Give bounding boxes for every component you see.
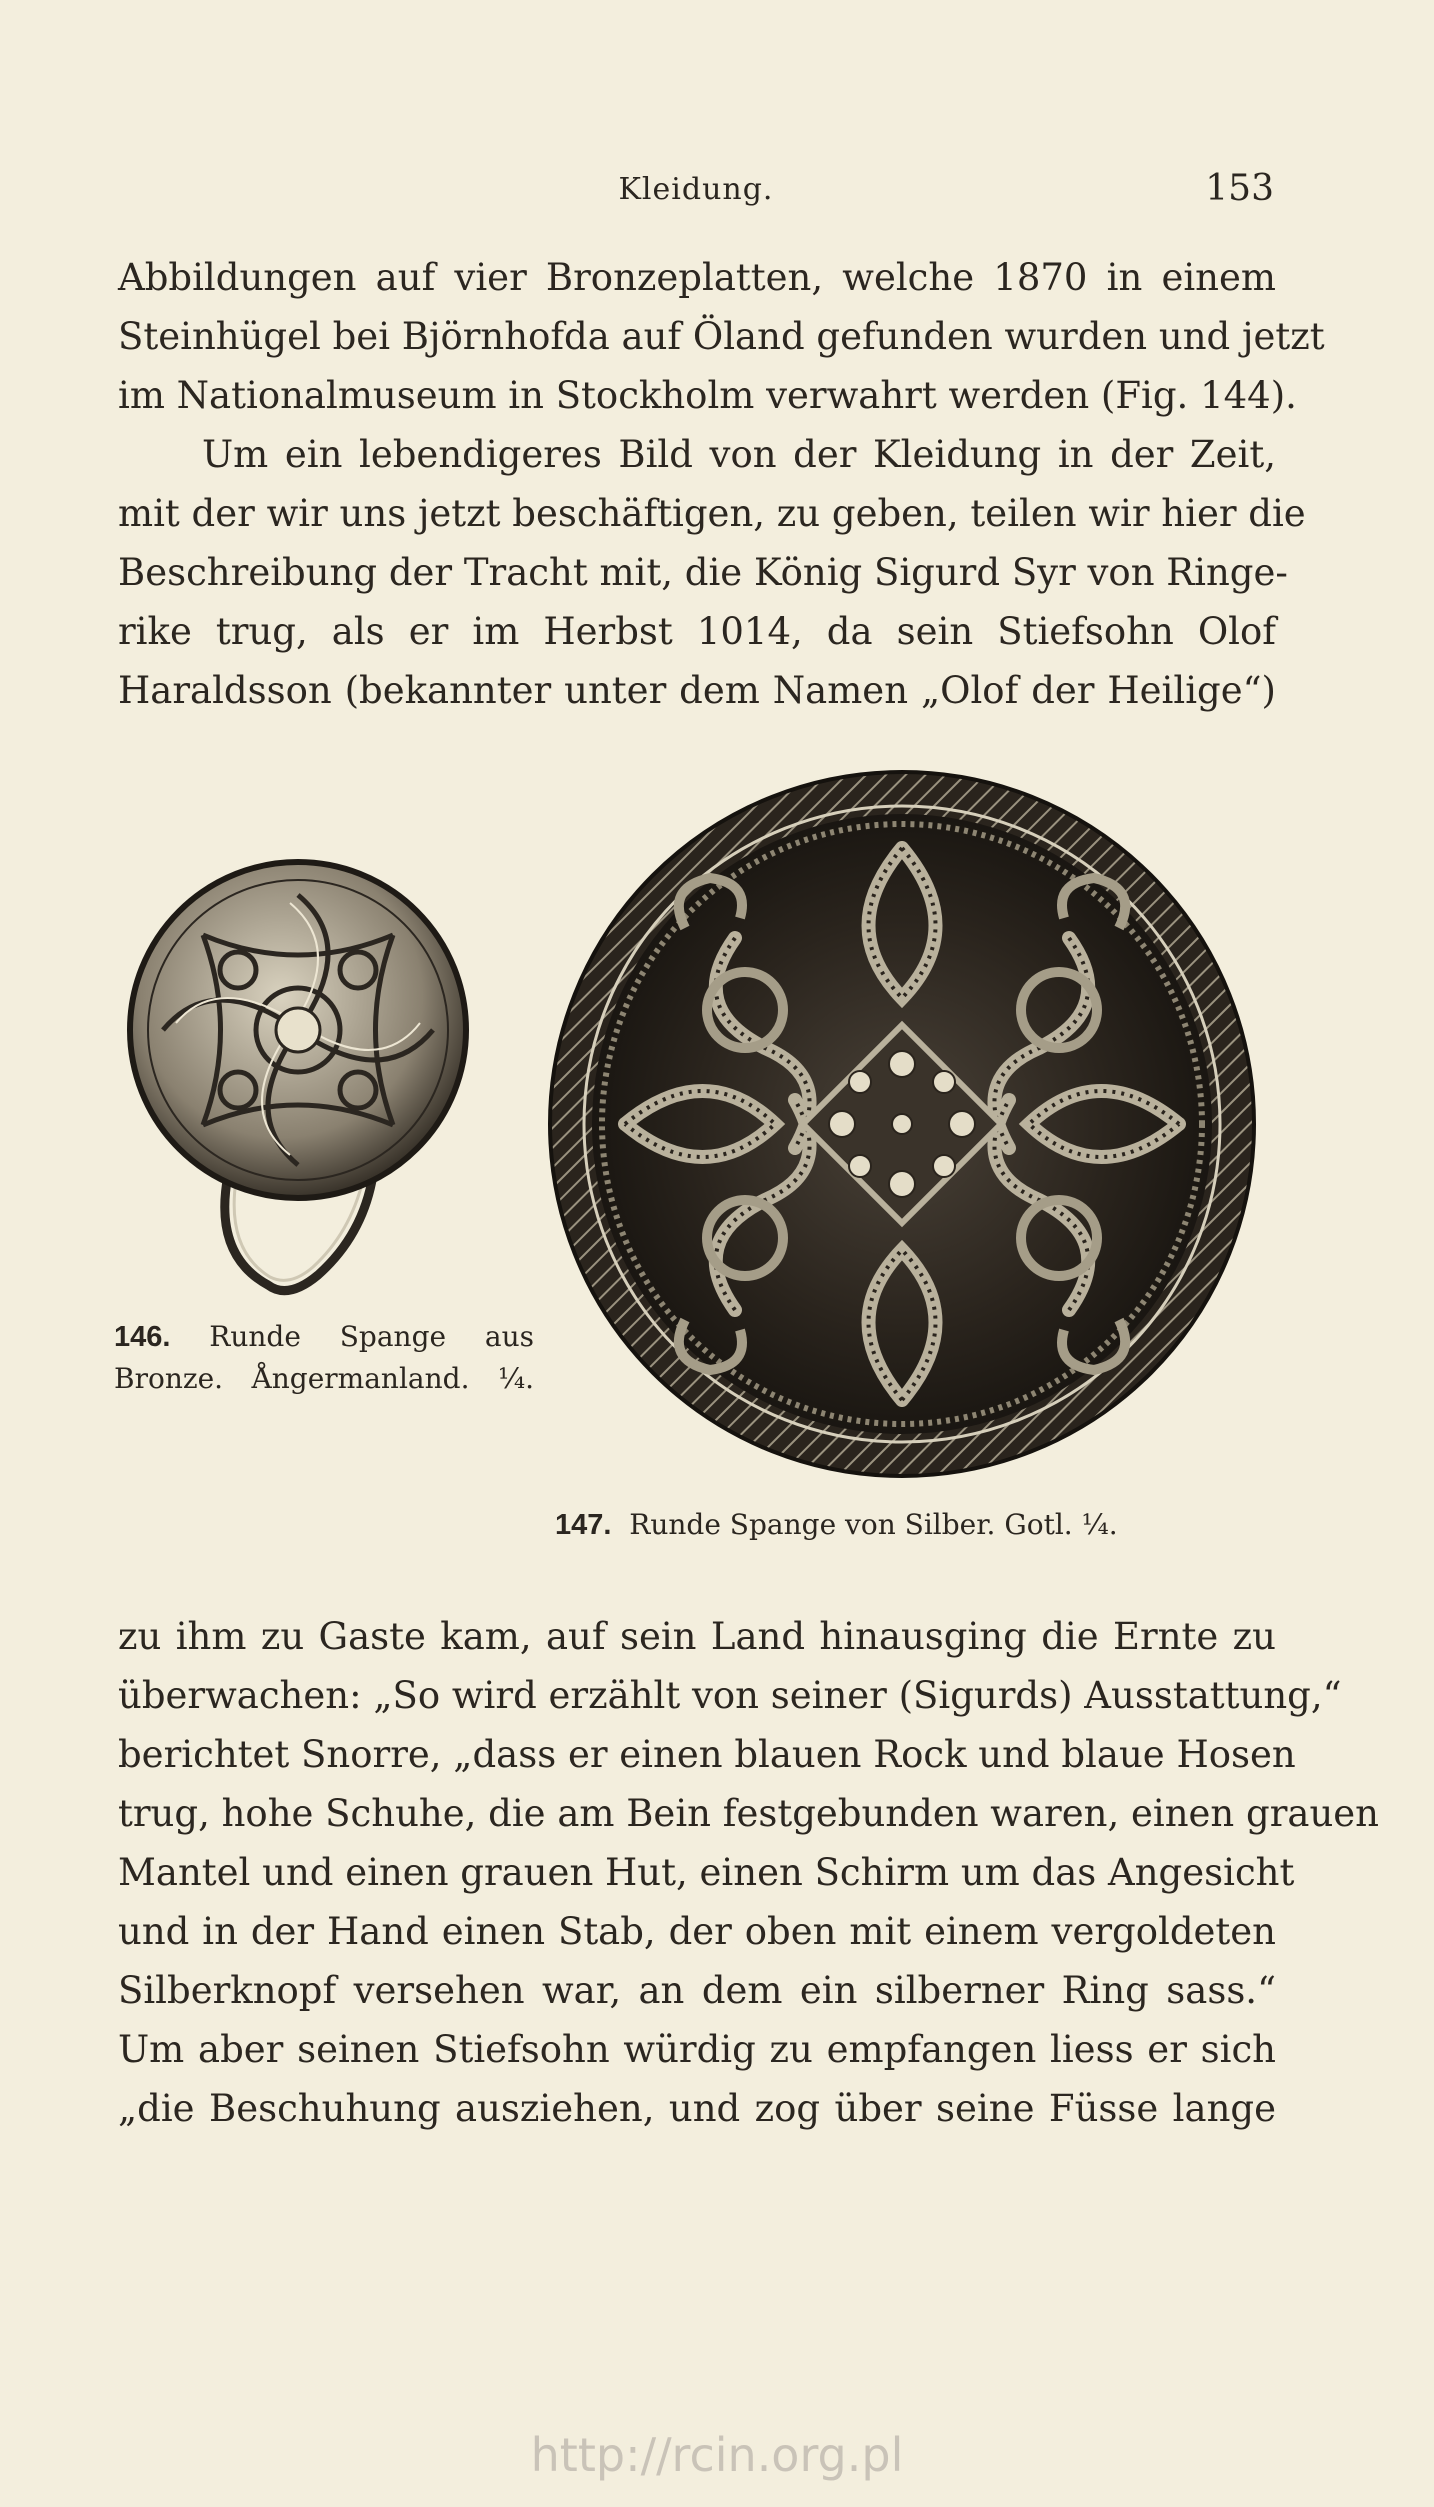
figure-146-caption (114, 1316, 534, 1400)
figure-147-silver-brooch (535, 768, 1270, 1480)
paragraph-bottom (118, 1607, 1379, 2138)
running-title: Kleidung. (618, 172, 774, 207)
text-line: Abbildungen auf vier Bronzeplatten, welche 1870 in einem (118, 256, 1276, 299)
text-line: Silberknopf versehen war, an dem ein silberner Ring sass.“ (118, 1969, 1276, 2012)
text-line: überwachen: „So wird erzählt von seiner (Sigurds) Ausstattung,“ (118, 1674, 1342, 1717)
page-header (118, 168, 1274, 218)
text-line: berichtet Snorre, „dass er einen blauen Rock und blaue Hosen (118, 1733, 1296, 1776)
caption-line: Bronze. Ångermanland. ¼. (114, 1362, 534, 1395)
text-line: Beschreibung der Tracht mit, die König Sigurd Syr von Ringe- (118, 551, 1288, 594)
paragraph-top (118, 248, 1325, 720)
caption-text: Runde Spange aus (209, 1320, 534, 1353)
page-number: 153 (1205, 168, 1274, 209)
text-line: Steinhügel bei Björnhofda auf Öland gefunden wurden und jetzt (118, 315, 1325, 358)
text-line: Um ein lebendigeres Bild von der Kleidung in der Zeit, (202, 433, 1276, 476)
text-line: Um aber seinen Stiefsohn würdig zu empfangen liess er sich (118, 2028, 1276, 2071)
figure-number: 146. (114, 1321, 171, 1353)
text-line: und in der Hand einen Stab, der oben mit einem vergoldeten (118, 1910, 1276, 1953)
text-line: „die Beschuhung ausziehen, und zog über seine Füsse lange (118, 2087, 1276, 2130)
figure-147-caption (555, 1504, 1118, 1546)
figure-number: 147. (555, 1509, 612, 1541)
text-line: im Nationalmuseum in Stockholm verwahrt werden (Fig. 144). (118, 374, 1297, 417)
text-line: trug, hohe Schuhe, die am Bein festgebunden waren, einen grauen (118, 1792, 1379, 1835)
text-line: Haraldsson (bekannter unter dem Namen „Olof der Heilige“) (118, 669, 1276, 712)
silver-brooch-illustration (535, 768, 1270, 1480)
bronze-brooch-illustration (118, 855, 478, 1315)
text-line: zu ihm zu Gaste kam, auf sein Land hinausging die Ernte zu (118, 1615, 1276, 1658)
caption-line (114, 1316, 534, 1358)
caption-text: Runde Spange von Silber. Gotl. ¼. (629, 1508, 1118, 1541)
text-line: Mantel und einen grauen Hut, einen Schirm um das Angesicht (118, 1851, 1295, 1894)
text-line: rike trug, als er im Herbst 1014, da sein Stiefsohn Olof (118, 610, 1276, 653)
source-watermark: http://rcin.org.pl (530, 2428, 904, 2482)
figure-146-bronze-brooch (118, 855, 478, 1315)
text-line: mit der wir uns jetzt beschäftigen, zu geben, teilen wir hier die (118, 492, 1306, 535)
